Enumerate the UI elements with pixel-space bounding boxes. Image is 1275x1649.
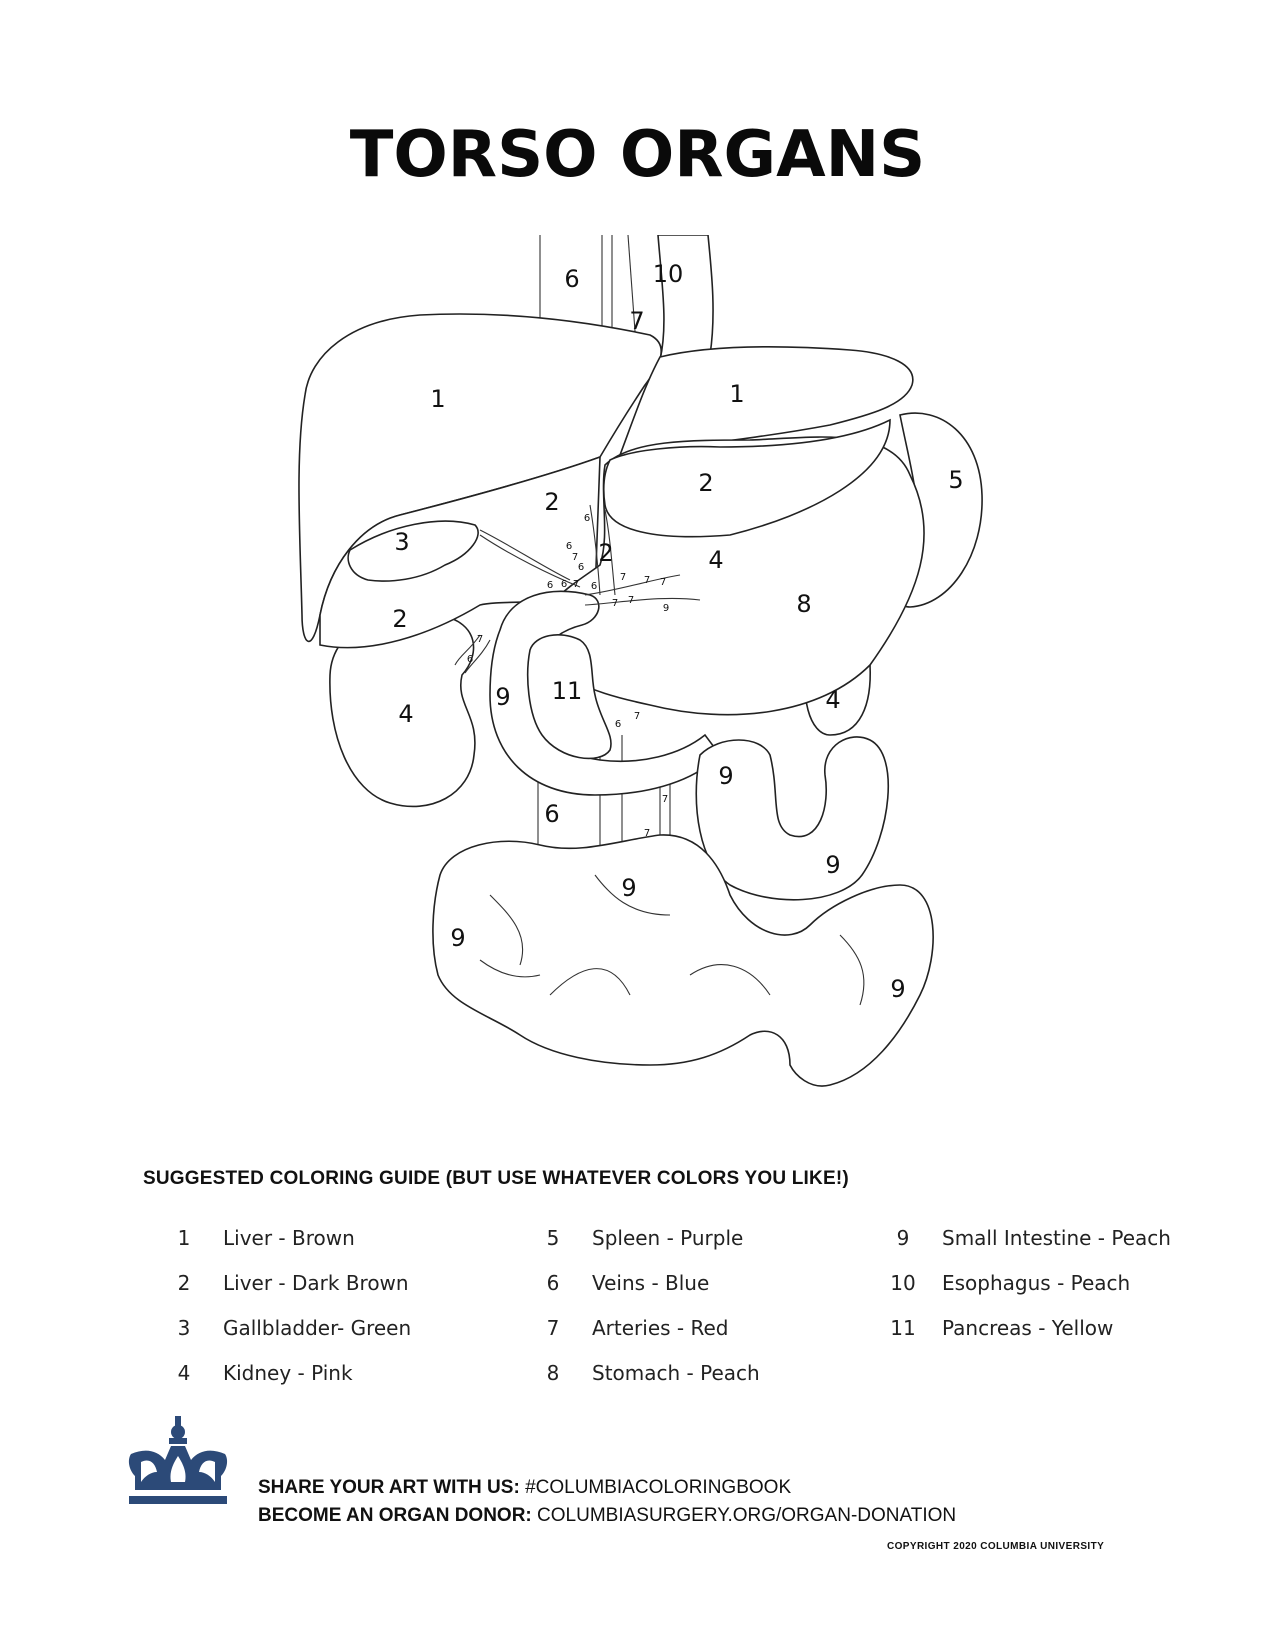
label-gallbladder: 3 [394, 528, 410, 556]
organs-illustration [250, 235, 990, 1165]
label-intestine-b: 9 [825, 851, 841, 879]
legend-number: 1 [177, 1226, 191, 1250]
legend-number: 4 [177, 1361, 191, 1385]
legend-text: Kidney - Pink [223, 1361, 353, 1385]
small-label-artery: 7 [476, 634, 484, 645]
label-intestine-a: 9 [718, 762, 734, 790]
small-label-artery: 7 [643, 828, 651, 839]
small-label-vein: 6 [614, 719, 622, 730]
legend-number: 8 [546, 1361, 560, 1385]
label-veins-top: 6 [564, 265, 580, 293]
small-label-vein: 6 [577, 562, 585, 573]
legend-text: Gallbladder- Green [223, 1316, 412, 1340]
legend-text: Veins - Blue [592, 1271, 710, 1295]
share-label: SHARE YOUR ART WITH US: [258, 1477, 520, 1498]
legend-text: Esophagus - Peach [942, 1271, 1131, 1295]
share-hashtag: #COLUMBIACOLORINGBOOK [525, 1477, 792, 1498]
organ-donor-line [258, 1505, 956, 1527]
legend-number: 9 [896, 1226, 910, 1250]
legend-text: Stomach - Peach [592, 1361, 760, 1385]
legend-text: Spleen - Purple [592, 1226, 744, 1250]
label-liver-dark-small: 2 [598, 539, 614, 567]
label-veins-lower: 6 [544, 800, 560, 828]
crown-icon [125, 1416, 231, 1506]
legend-number: 11 [890, 1316, 916, 1340]
label-pancreas: 11 [551, 677, 583, 705]
legend-text: Pancreas - Yellow [942, 1316, 1114, 1340]
donor-url: COLUMBIASURGERY.ORG/ORGAN-DONATION [537, 1505, 957, 1526]
small-label-artery: 7 [643, 575, 651, 586]
coloring-guide-legend [0, 1218, 1275, 1408]
small-label-artery: 7 [661, 794, 669, 805]
legend-text: Small Intestine - Peach [942, 1226, 1171, 1250]
label-liver-dark-lower: 2 [392, 605, 408, 633]
label-liver-dark-mid: 2 [544, 488, 560, 516]
torso-organs-diagram [250, 235, 990, 1165]
label-kidney-left: 4 [825, 686, 841, 714]
label-kidney-right: 4 [398, 700, 414, 728]
label-liver-right: 1 [430, 385, 446, 413]
small-label-artery: 7 [633, 711, 641, 722]
small-label-vein: 6 [560, 579, 568, 590]
small-intestine [433, 737, 933, 1086]
small-label-vein: 6 [546, 580, 554, 591]
label-intestine-c: 9 [621, 874, 637, 902]
label-kidney-upper: 4 [708, 546, 724, 574]
copyright-notice: COPYRIGHT 2020 COLUMBIA UNIVERSITY [887, 1541, 1105, 1552]
donor-label: BECOME AN ORGAN DONOR: [258, 1505, 532, 1526]
esophagus [658, 235, 713, 360]
legend-text: Liver - Brown [223, 1226, 355, 1250]
label-liver-dark-upper: 2 [698, 469, 714, 497]
coloring-guide-heading: SUGGESTED COLORING GUIDE (BUT USE WHATEVER COLORS YOU LIKE!) [143, 1168, 849, 1189]
legend-number: 6 [546, 1271, 560, 1295]
label-stomach: 8 [796, 590, 812, 618]
label-esophagus: 10 [652, 260, 684, 288]
legend-number: 3 [177, 1316, 191, 1340]
legend-number: 2 [177, 1271, 191, 1295]
legend-number: 5 [546, 1226, 560, 1250]
small-label-vein: 6 [466, 654, 474, 665]
label-liver-left: 1 [729, 380, 745, 408]
label-intestine-e: 9 [890, 975, 906, 1003]
small-label-artery: 7 [619, 572, 627, 583]
share-art-line [258, 1477, 791, 1499]
legend-text: Liver - Dark Brown [223, 1271, 409, 1295]
legend-text: Arteries - Red [592, 1316, 729, 1340]
label-duodenum: 9 [495, 683, 511, 711]
small-label-intestine: 9 [662, 603, 670, 614]
small-label-artery: 7 [572, 579, 580, 590]
small-label-artery: 7 [659, 577, 667, 588]
label-spleen: 5 [948, 466, 964, 494]
small-label-vein: 6 [590, 581, 598, 592]
small-label-artery: 7 [571, 552, 579, 563]
legend-number: 7 [546, 1316, 560, 1340]
legend-number: 10 [890, 1271, 916, 1295]
page-title: TORSO ORGANS [349, 118, 926, 192]
label-intestine-d: 9 [450, 924, 466, 952]
small-label-vein: 6 [583, 513, 591, 524]
small-label-artery: 7 [627, 595, 635, 606]
small-label-vein: 6 [565, 541, 573, 552]
small-label-artery: 7 [611, 598, 619, 609]
label-arteries-top: 7 [629, 307, 645, 335]
